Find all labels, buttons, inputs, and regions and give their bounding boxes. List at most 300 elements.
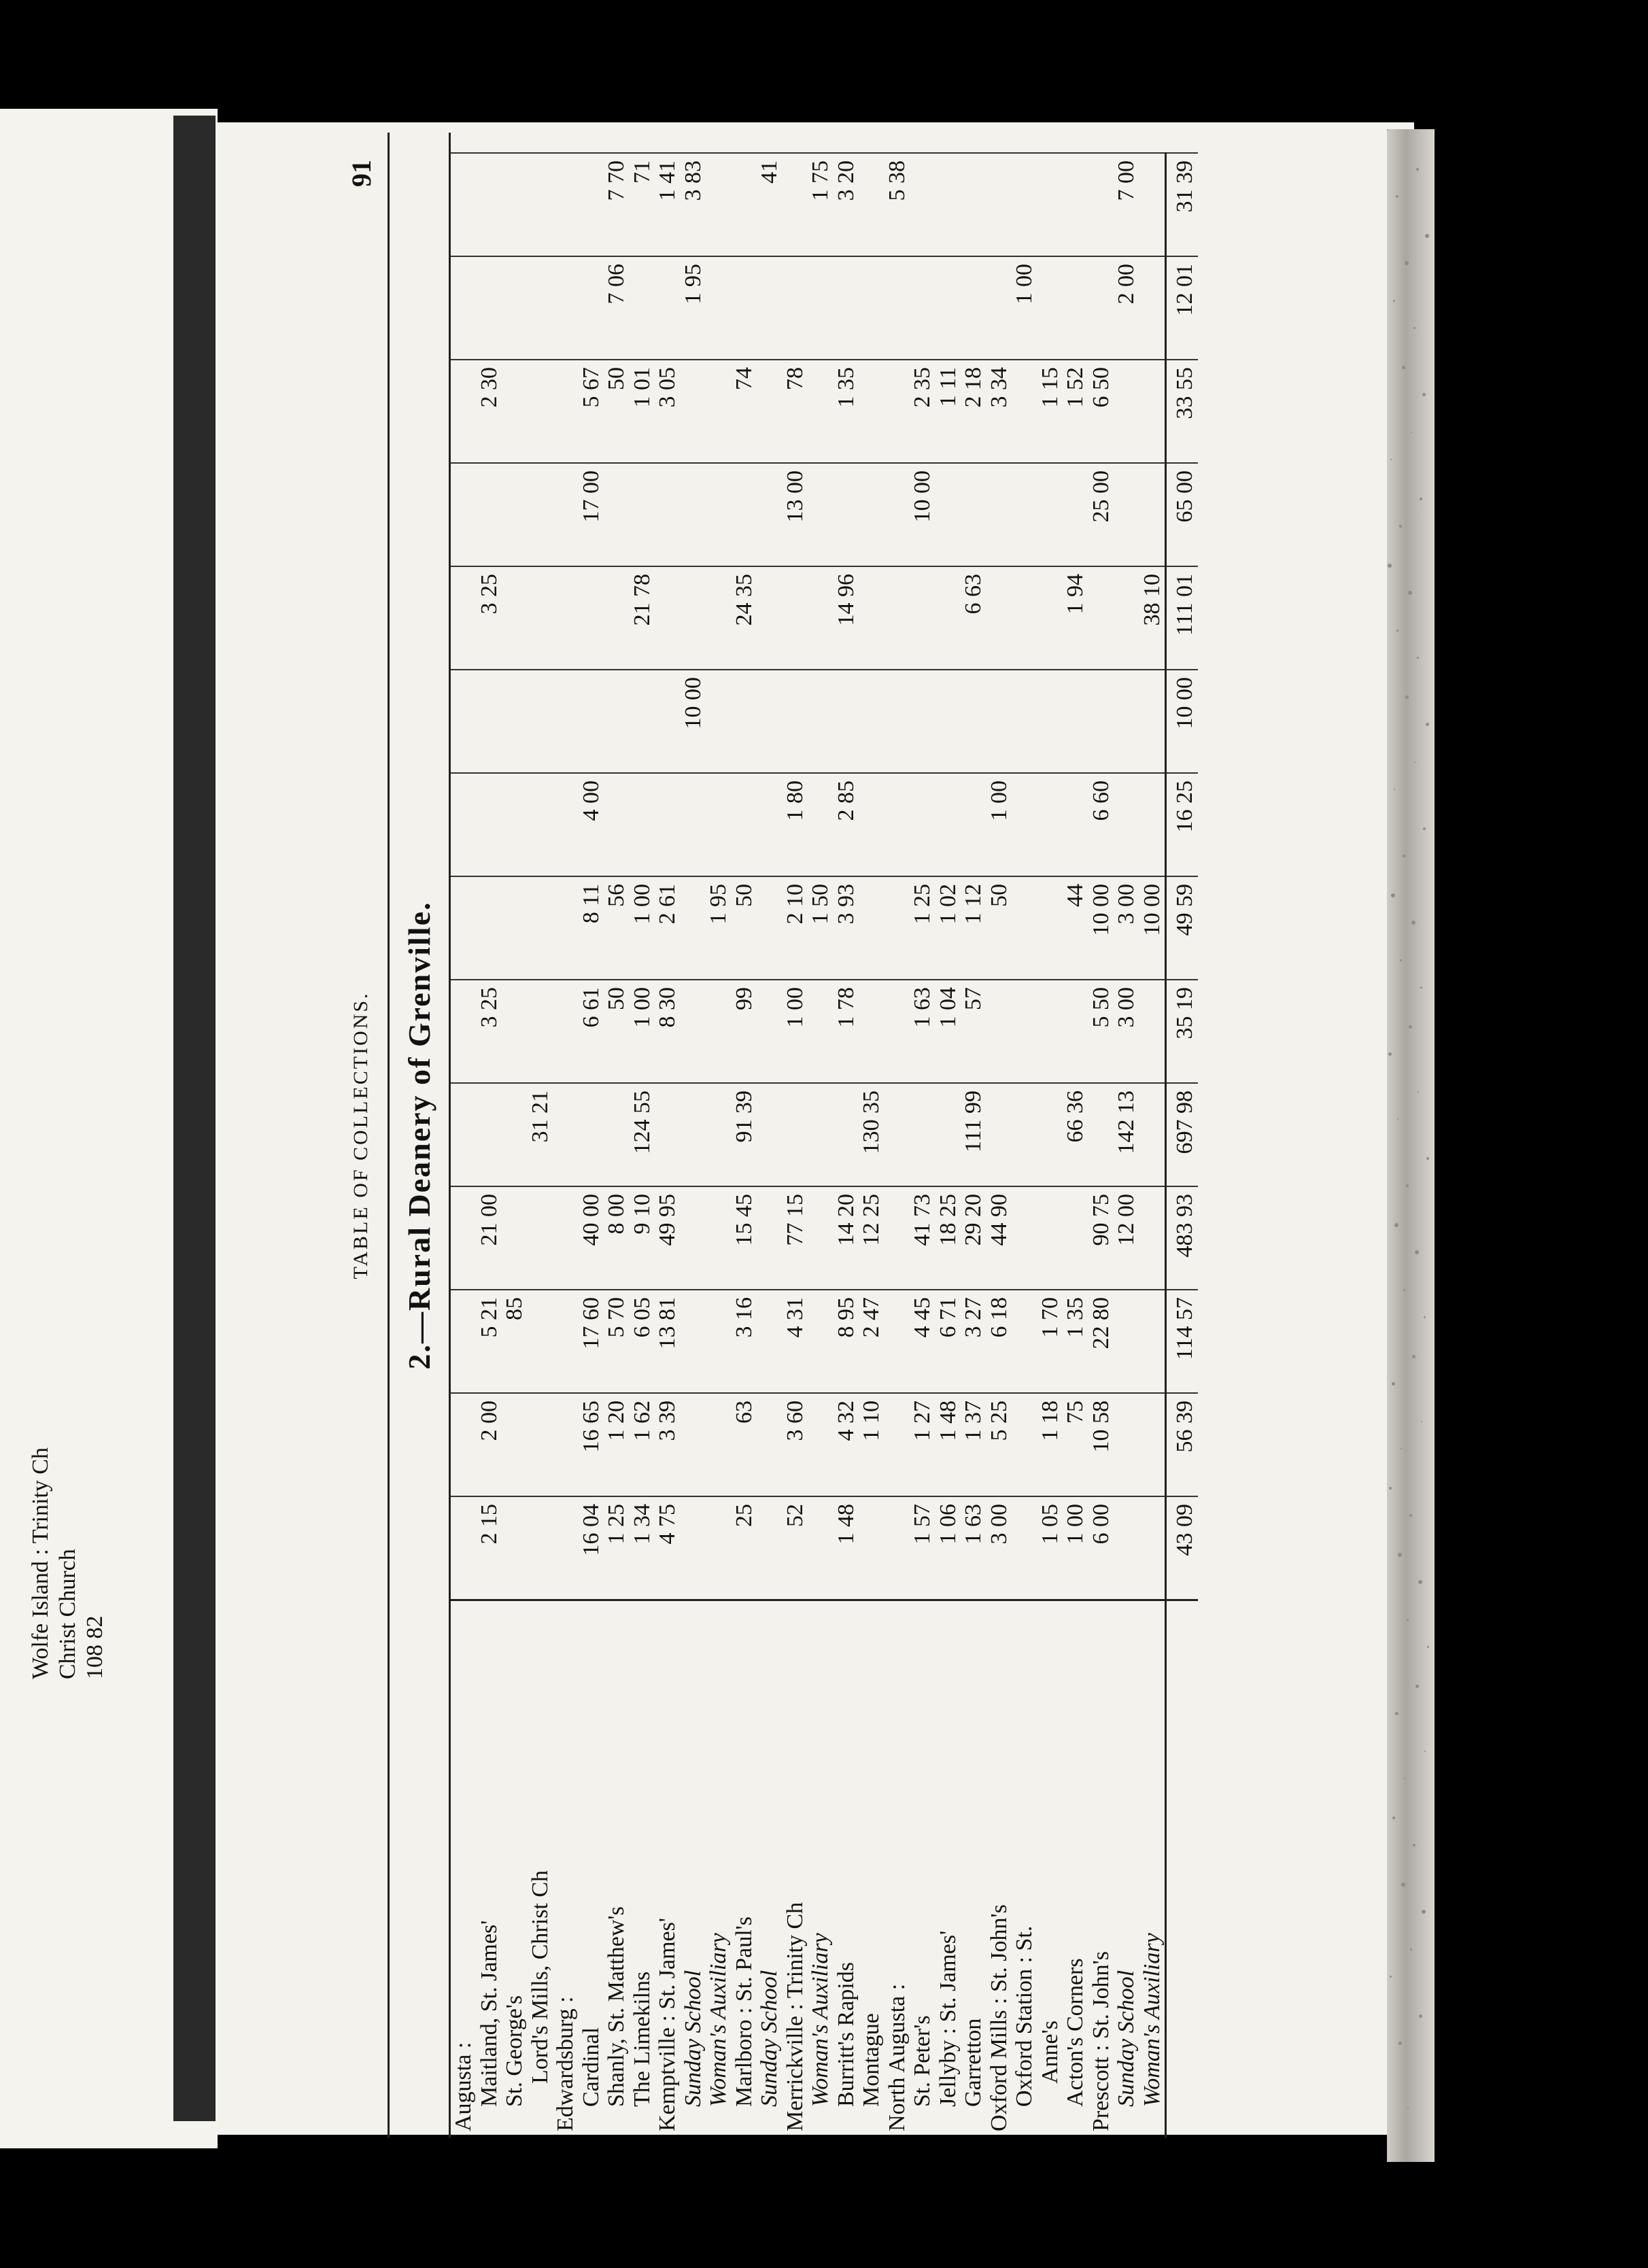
table-cell [681, 360, 706, 463]
table-cell [1037, 1083, 1063, 1186]
totals-label [1166, 1600, 1198, 2139]
table-cell [502, 463, 528, 566]
table-cell [1114, 1496, 1139, 1600]
collections-table [449, 133, 1198, 2138]
table-cell: 8 95 [834, 1290, 859, 1393]
table-cell [808, 463, 834, 566]
table-cell [655, 566, 681, 670]
table-cell: 21 78 [630, 566, 655, 670]
table-cell [885, 566, 910, 670]
table-cell [808, 360, 834, 463]
paper-speck [1418, 1091, 1419, 1093]
table-cell [553, 1393, 579, 1496]
table-cell [1114, 773, 1139, 876]
table-cell [986, 566, 1012, 670]
table-row [834, 153, 859, 2138]
table-cell: 99 [732, 980, 757, 1083]
table-cell [1088, 256, 1114, 360]
table-cell: 8 30 [655, 980, 681, 1083]
table-cell [1139, 1496, 1166, 1600]
table-cell [553, 876, 579, 980]
table-cell [451, 1083, 477, 1186]
table-cell: 3 20 [834, 153, 859, 256]
table-cell [808, 1083, 834, 1186]
table-cell [910, 256, 935, 360]
table-cell: 4 75 [655, 1496, 681, 1600]
table-cell [579, 670, 604, 773]
table-cell: 1 70 [1037, 1290, 1063, 1393]
table-cell [1012, 773, 1037, 876]
table-cell: 41 73 [910, 1186, 935, 1290]
row-name: Kemptville : St. James' [655, 1600, 681, 2139]
table-cell [706, 566, 732, 670]
table-cell: 1 57 [910, 1496, 935, 1600]
table-cell: 7 00 [1114, 153, 1139, 256]
paper-speck [1409, 1025, 1412, 1029]
table-row [451, 153, 477, 2138]
row-name: Marlboro : St. Paul's [732, 1600, 757, 2139]
table-cell: 78 [783, 360, 808, 463]
table-cell: 1 75 [808, 153, 834, 256]
table-cell: 1 00 [630, 980, 655, 1083]
row-name: Lord's Mills, Christ Ch [528, 1600, 553, 2139]
total-cell: 33 55 [1166, 360, 1198, 463]
table-cell: 3 60 [783, 1393, 808, 1496]
table-cell [1114, 670, 1139, 773]
table-cell: 10 00 [1139, 876, 1166, 980]
table-cell [885, 1496, 910, 1600]
paper-speck [1422, 1910, 1426, 1914]
table-cell [1063, 256, 1088, 360]
table-cell: 1 41 [655, 153, 681, 256]
paper-speck [1420, 498, 1422, 500]
paper-speck [1413, 1844, 1415, 1846]
table-cell: 1 20 [604, 1393, 630, 1496]
table-cell [859, 153, 885, 256]
table-cell: 3 25 [477, 980, 502, 1083]
table-cell [528, 256, 553, 360]
table-row [1063, 153, 1088, 2138]
table-cell [502, 876, 528, 980]
table-cell: 1 25 [604, 1496, 630, 1600]
table-cell: 6 05 [630, 1290, 655, 1393]
table-cell: 41 [757, 153, 783, 256]
table-cell [961, 773, 986, 876]
table-row [961, 153, 986, 2138]
table-cell: 21 00 [477, 1186, 502, 1290]
table-cell: 5 25 [986, 1393, 1012, 1496]
table-cell: 1 48 [834, 1496, 859, 1600]
table-row [783, 153, 808, 2138]
table-cell [1037, 670, 1063, 773]
table-cell [1037, 566, 1063, 670]
table-cell [885, 980, 910, 1083]
table-cell [935, 566, 961, 670]
table-cell: 5 21 [477, 1290, 502, 1393]
total-cell: 111 01 [1166, 566, 1198, 670]
table-cell [1012, 876, 1037, 980]
table-cell: 124 55 [630, 1083, 655, 1186]
paper-speck [1410, 1948, 1412, 1951]
table-row [477, 153, 502, 2138]
table-cell: 9 10 [630, 1186, 655, 1290]
paper-speck [1394, 789, 1395, 790]
table-row [553, 153, 579, 2138]
table-cell [885, 670, 910, 773]
table-cell [808, 566, 834, 670]
table-cell [1139, 1290, 1166, 1393]
table-cell [681, 1083, 706, 1186]
table-cell: 3 05 [655, 360, 681, 463]
table-cell [757, 256, 783, 360]
table-cell [910, 1083, 935, 1186]
paper-speck [1404, 1778, 1405, 1779]
table-row [681, 153, 706, 2138]
table-cell [1063, 153, 1088, 256]
table-cell [553, 566, 579, 670]
table-cell: 1 00 [1063, 1496, 1088, 1600]
table-cell [706, 1186, 732, 1290]
table-cell [1114, 463, 1139, 566]
table-cell: 1 15 [1037, 360, 1063, 463]
row-name: The Limekilns [630, 1600, 655, 2139]
table-cell: 1 95 [706, 876, 732, 980]
table-cell [553, 153, 579, 256]
table-row [655, 153, 681, 2138]
table-cell [528, 1186, 553, 1290]
table-cell: 1 18 [1037, 1393, 1063, 1496]
table-cell: 1 00 [783, 980, 808, 1083]
paper-speck [1401, 1883, 1405, 1887]
table-cell [579, 566, 604, 670]
table-cell [681, 1393, 706, 1496]
table-cell [808, 1186, 834, 1290]
table-cell: 6 63 [961, 566, 986, 670]
table-cell: 4 31 [783, 1290, 808, 1393]
table-cell [706, 463, 732, 566]
table-cell [451, 1393, 477, 1496]
table-cell [885, 1083, 910, 1186]
table-cell [732, 773, 757, 876]
paper-speck [1418, 1580, 1422, 1584]
table-cell [502, 153, 528, 256]
table-cell: 24 35 [732, 566, 757, 670]
table-cell [706, 360, 732, 463]
table-cell [885, 1186, 910, 1290]
table-cell [808, 980, 834, 1083]
table-cell: 3 00 [986, 1496, 1012, 1600]
table-cell: 5 67 [579, 360, 604, 463]
paper-speck [1417, 657, 1419, 659]
table-cell: 10 00 [910, 463, 935, 566]
paper-speck [1413, 327, 1415, 329]
table-cell: 6 18 [986, 1290, 1012, 1393]
table-cell [604, 773, 630, 876]
table-cell [910, 566, 935, 670]
paper-speck [1392, 1817, 1395, 1819]
table-cell: 90 75 [1088, 1186, 1114, 1290]
table-cell: 12 00 [1114, 1186, 1139, 1290]
table-row [1114, 153, 1139, 2138]
table-cell [732, 153, 757, 256]
table-cell [528, 360, 553, 463]
table-cell [1139, 1393, 1166, 1496]
running-header [347, 133, 390, 2138]
table-cell [935, 463, 961, 566]
table-cell [986, 1083, 1012, 1186]
table-cell [859, 980, 885, 1083]
paper-speck [1408, 591, 1412, 595]
table-cell: 31 21 [528, 1083, 553, 1186]
table-cell: 2 18 [961, 360, 986, 463]
table-cell [986, 463, 1012, 566]
table-cell: 1 06 [935, 1496, 961, 1600]
table-cell: 1 12 [961, 876, 986, 980]
table-cell: 17 60 [579, 1290, 604, 1393]
paper-speck [1422, 393, 1426, 396]
row-name: St. George's [502, 1600, 528, 2139]
paper-speck [1389, 1487, 1392, 1490]
table-cell [1114, 566, 1139, 670]
table-cell [1063, 670, 1088, 773]
table-cell [655, 1083, 681, 1186]
paper-speck [1395, 1712, 1398, 1715]
table-cell [783, 153, 808, 256]
table-row [502, 153, 528, 2138]
table-cell: 1 35 [1063, 1290, 1088, 1393]
table-cell: 1 62 [630, 1393, 655, 1496]
table-cell [757, 773, 783, 876]
table-cell [451, 980, 477, 1083]
table-cell [579, 1083, 604, 1186]
table-cell [757, 980, 783, 1083]
total-cell: 483 93 [1166, 1186, 1198, 1290]
table-cell [681, 876, 706, 980]
row-name: Edwardsburg : [553, 1600, 579, 2139]
row-name: Garretton [961, 1600, 986, 2139]
table-cell: 77 15 [783, 1186, 808, 1290]
table-cell: 1 34 [630, 1496, 655, 1600]
table-cell [1063, 980, 1088, 1083]
paper-speck [1405, 695, 1409, 699]
row-name: Anne's [1037, 1600, 1063, 2139]
table-cell [502, 1393, 528, 1496]
table-cell: 1 63 [961, 1496, 986, 1600]
table-cell [630, 256, 655, 360]
table-cell [885, 1290, 910, 1393]
paper-speck [1406, 1184, 1409, 1187]
paper-speck [1415, 1250, 1419, 1254]
table-cell: 74 [732, 360, 757, 463]
table-cell [706, 1496, 732, 1600]
table-cell [986, 256, 1012, 360]
table-cell [1063, 463, 1088, 566]
table-row [1139, 153, 1166, 2138]
left-page-row: Wolfe Island : Trinity Ch [28, 1447, 53, 1679]
table-cell [553, 1186, 579, 1290]
row-name: Prescott : St. John's [1088, 1600, 1114, 2139]
total-cell: 65 00 [1166, 463, 1198, 566]
table-cell [502, 1186, 528, 1290]
table-cell [1037, 773, 1063, 876]
table-cell: 44 90 [986, 1186, 1012, 1290]
table-cell [1114, 360, 1139, 463]
table-cell [502, 980, 528, 1083]
table-cell: 1 02 [935, 876, 961, 980]
paper-speck [1390, 459, 1392, 460]
table-cell [935, 773, 961, 876]
table-cell [757, 1393, 783, 1496]
row-name: Woman's Auxiliary [1139, 1600, 1166, 2139]
table-cell [528, 1393, 553, 1496]
paper-speck [1394, 1223, 1398, 1227]
table-cell [681, 566, 706, 670]
table-cell: 2 35 [910, 360, 935, 463]
table-cell [630, 670, 655, 773]
table-cell: 49 95 [655, 1186, 681, 1290]
table-cell: 7 06 [604, 256, 630, 360]
table-cell: 5 38 [885, 153, 910, 256]
table-cell [477, 773, 502, 876]
table-cell [910, 773, 935, 876]
table-cell [553, 360, 579, 463]
left-page-row: Christ Church [55, 1549, 80, 1679]
paper-speck [1409, 1514, 1412, 1517]
total-cell: 35 19 [1166, 980, 1198, 1083]
paper-speck [1388, 564, 1392, 568]
table-cell [451, 670, 477, 773]
paper-speck [1415, 1685, 1419, 1688]
table-cell: 50 [986, 876, 1012, 980]
table-cell [477, 153, 502, 256]
table-cell: 29 20 [961, 1186, 986, 1290]
paper-speck [1419, 2014, 1422, 2018]
table-cell [528, 980, 553, 1083]
total-cell: 10 00 [1166, 670, 1198, 773]
table-cell [859, 256, 885, 360]
table-cell [477, 256, 502, 360]
table-cell [502, 773, 528, 876]
table-cell [553, 670, 579, 773]
table-cell: 4 00 [579, 773, 604, 876]
table-cell: 1 25 [910, 876, 935, 980]
table-cell [757, 1290, 783, 1393]
row-name: Oxford Station : St. [1012, 1600, 1037, 2139]
paper-speck [1425, 234, 1429, 238]
collections-grid [451, 152, 1198, 2138]
table-cell: 15 45 [732, 1186, 757, 1290]
table-cell [834, 1083, 859, 1186]
table-cell: 50 [732, 876, 757, 980]
table-cell [757, 463, 783, 566]
table-cell [655, 256, 681, 360]
left-page-rows [27, 999, 109, 1679]
table-cell [528, 773, 553, 876]
row-name: Maitland, St. James' [477, 1600, 502, 2139]
table-cell [451, 360, 477, 463]
table-cell: 1 95 [681, 256, 706, 360]
table-cell: 2 61 [655, 876, 681, 980]
table-cell [834, 256, 859, 360]
table-cell [910, 153, 935, 256]
paper-speck [1399, 525, 1402, 528]
table-cell [783, 256, 808, 360]
table-cell: 14 96 [834, 566, 859, 670]
table-cell [1088, 670, 1114, 773]
table-cell: 10 58 [1088, 1393, 1114, 1496]
table-cell [1088, 1083, 1114, 1186]
paper-speck [1424, 1751, 1426, 1752]
row-name: Merrickville : Trinity Ch [783, 1600, 808, 2139]
table-cell: 6 60 [1088, 773, 1114, 876]
table-row [885, 153, 910, 2138]
table-cell: 12 25 [859, 1186, 885, 1290]
table-row [1037, 153, 1063, 2138]
table-cell [502, 256, 528, 360]
table-cell [553, 980, 579, 1083]
table-cell: 18 25 [935, 1186, 961, 1290]
table-cell: 3 25 [477, 566, 502, 670]
table-cell [553, 1290, 579, 1393]
paper-speck [1411, 921, 1415, 925]
table-cell: 52 [783, 1496, 808, 1600]
table-cell [859, 773, 885, 876]
table-cell: 1 35 [834, 360, 859, 463]
table-cell [986, 980, 1012, 1083]
table-cell: 1 27 [910, 1393, 935, 1496]
table-cell [935, 153, 961, 256]
table-cell [1139, 1186, 1166, 1290]
total-cell: 31 39 [1166, 153, 1198, 256]
table-cell: 1 52 [1063, 360, 1088, 463]
table-cell [681, 1186, 706, 1290]
table-cell: 57 [961, 980, 986, 1083]
table-cell: 1 37 [961, 1393, 986, 1496]
table-cell [502, 670, 528, 773]
table-cell: 2 00 [1114, 256, 1139, 360]
paper-speck [1403, 855, 1405, 857]
table-cell [528, 876, 553, 980]
left-page-total: 108 82 [82, 1615, 107, 1679]
table-cell [859, 463, 885, 566]
table-cell [859, 876, 885, 980]
table-row [1088, 153, 1114, 2138]
paper-speck [1414, 761, 1415, 763]
table-cell [1088, 153, 1114, 256]
table-cell [477, 1083, 502, 1186]
table-cell [502, 1496, 528, 1600]
row-name: Burritt's Rapids [834, 1600, 859, 2139]
table-cell [961, 670, 986, 773]
table-cell [655, 670, 681, 773]
table-cell [604, 463, 630, 566]
table-cell [783, 1083, 808, 1186]
table-cell [477, 670, 502, 773]
table-cell: 22 80 [1088, 1290, 1114, 1393]
table-cell [885, 256, 910, 360]
table-cell [1114, 1393, 1139, 1496]
table-cell [808, 1393, 834, 1496]
paper-speck [1412, 1355, 1415, 1358]
table-cell: 6 00 [1088, 1496, 1114, 1600]
paper-speck [1398, 1553, 1402, 1557]
table-cell [808, 670, 834, 773]
paper-speck [1424, 1316, 1426, 1318]
total-cell: 114 57 [1166, 1290, 1198, 1393]
table-cell: 17 00 [579, 463, 604, 566]
table-cell [706, 670, 732, 773]
table-cell [1012, 153, 1037, 256]
